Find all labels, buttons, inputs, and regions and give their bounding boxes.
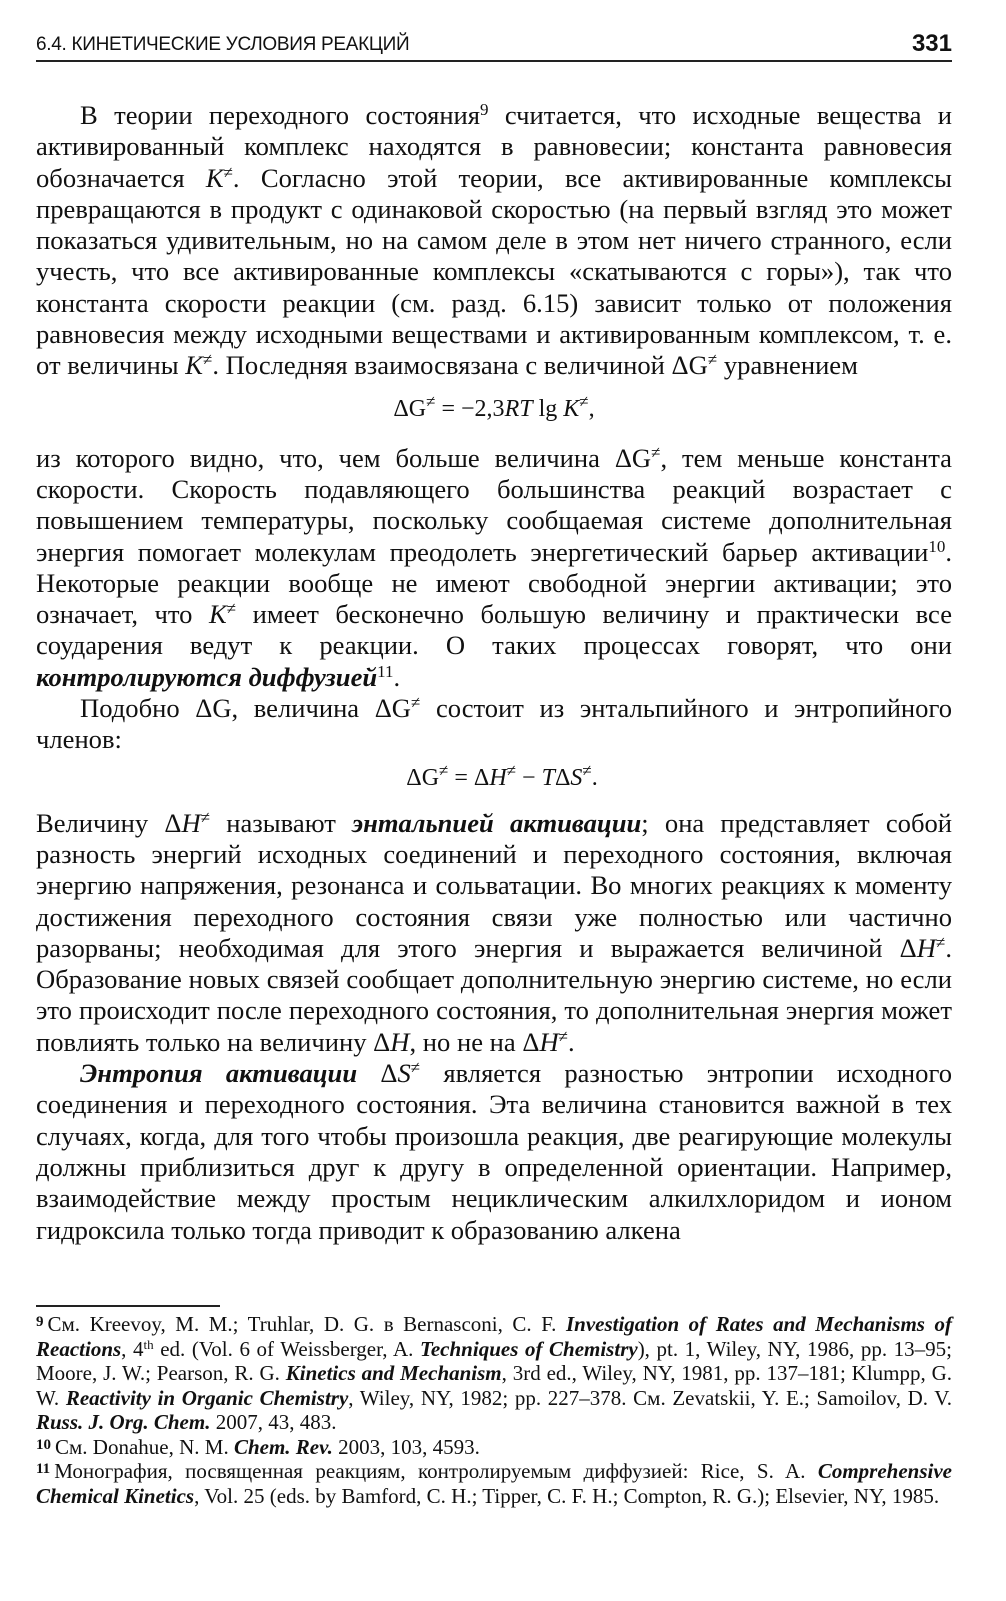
emphasis-term: контролируются диффузией	[36, 661, 378, 692]
text-run: , Vol. 25 (eds. by Bamford, C. H.; Tipper, C. F. H.; Compton, R. G.); Elsevier, NY, 1985.	[194, 1483, 940, 1508]
citation-title: Investigation of Rates and Mechanisms of Reactions	[36, 1312, 952, 1361]
text-run: Монография, посвященная реакциям, контролируемым диффузией: Rice, S. A.	[54, 1459, 818, 1483]
citation-title: Kinetics and Mechanism	[285, 1361, 502, 1385]
eq-term: T	[541, 764, 555, 791]
neq-symbol: ≠	[707, 350, 718, 370]
symbol-h: H	[181, 807, 201, 838]
text-run: , Wiley, NY, 1982; pp. 227–378. См. Zevatskii, Y. E.; Samoilov, D. V.	[348, 1385, 952, 1410]
text-run: . Некоторые реакции вообще не имеют свободной энергии активации; это означает, что	[36, 536, 952, 630]
text-run: имеет бесконечно большую величину и практически все соударения ведут к реакции. О таких процессах говорят, что они	[36, 599, 952, 661]
neq-symbol: ≠	[936, 932, 946, 952]
eq-term: ΔG	[393, 395, 427, 422]
symbol-delta-g: ΔG	[671, 350, 708, 381]
neq-symbol: ≠	[651, 442, 661, 462]
eq-term: = −2,3	[435, 395, 505, 422]
running-header	[36, 30, 952, 62]
text-run: уравнением	[717, 350, 858, 381]
eq-term: S	[570, 764, 583, 791]
eq-term: lg	[532, 395, 564, 422]
symbol-delta-g: ΔG	[374, 693, 412, 724]
symbol-s: S	[397, 1058, 411, 1089]
footnotes	[36, 1312, 952, 1508]
text-run: , 4	[121, 1336, 144, 1361]
text-run: См. Kreevoy, M. M.; Truhlar, D. G. в Bernasconi, C. F.	[47, 1312, 566, 1336]
text-run: . Последняя взаимосвязана с величиной	[212, 350, 672, 381]
symbol-h: H	[390, 1026, 410, 1057]
paragraph-enthalpy-entropy	[36, 693, 952, 756]
text-run: .	[568, 1026, 575, 1057]
text-run: 2007, 43, 483.	[210, 1410, 337, 1434]
symbol-h: H	[916, 932, 936, 963]
symbol-h: H	[539, 1026, 559, 1057]
footnote-number: 9	[36, 1314, 44, 1330]
footnote-divider	[36, 1305, 220, 1307]
text-run: из которого видно, что, чем больше величина	[36, 442, 615, 473]
neq-symbol: ≠	[223, 162, 233, 182]
footnote-ref-11[interactable]: 11	[377, 661, 394, 681]
text-run: См. Donahue, N. M.	[55, 1434, 234, 1459]
eq-term: = Δ	[448, 764, 490, 791]
footnote-ref-10[interactable]: 10	[928, 536, 946, 556]
section-title: 6.4. КИНЕТИЧЕСКИЕ УСЛОВИЯ РЕАКЦИЙ	[36, 34, 410, 55]
text-run: ), pt. 1, Wiley, NY, 1986, pp. 13–95; Moore, J. W.; Pearson, R. G.	[36, 1336, 952, 1385]
symbol-k: K	[208, 599, 227, 630]
neq-symbol: ≠	[426, 391, 436, 411]
eq-term: H	[489, 764, 507, 791]
main-text	[36, 100, 952, 1246]
citation-title: Russ. J. Org. Chem.	[36, 1410, 211, 1434]
citation-title: Techniques of Chemistry	[419, 1336, 638, 1361]
text-run: Величину Δ	[36, 807, 182, 838]
neq-symbol: ≠	[582, 760, 592, 780]
eq-term: RT	[504, 395, 533, 422]
citation-title: Comprehensive Chemical Kinetics	[36, 1459, 952, 1508]
neq-symbol: ≠	[506, 760, 517, 780]
symbol-delta-g: ΔG	[614, 442, 652, 473]
text-run: , 3rd ed., Wiley, NY, 1981, pp. 137–181; Klumpp, G. W.	[36, 1361, 952, 1410]
text-run: , тем меньше константа скорости. Скорость подавляющего большинства реакций возрастает с повышением температуры, поскольку сообщаемая системе дополнительная энергия помогает молекулам преодолеть энергетический барьер активации	[36, 442, 952, 567]
neq-symbol: ≠	[203, 350, 213, 370]
citation-title: Reactivity in Organic Chemistry	[65, 1385, 349, 1410]
footnote-9	[36, 1312, 952, 1435]
text-run: Подобно	[80, 693, 196, 724]
text-run: . Согласно этой теории, все активированные комплексы превращаются в продукт с одинаковой скоростью (на первый взгляд это может показаться удивительным, но на самом деле в этом нет ничего странного, если учесть, что все активированные комплексы «скатываются с горы»), так что константа скорости реакции (см. разд. 6.15) зависит только от положения равновесия между исходными веществами и активированным комплексом, т. е. от величины	[36, 162, 952, 381]
text-run: называют	[210, 807, 353, 838]
text-run: ; она представляет собой разность энергий исходных соединений и переходного состояния, включая энергию напряжения, резонанса и сольватации. Во многих реакциях к моменту достижения переходного состояния связи уже полностью или частично разорваны; необходимая для этого энергия и выражается величиной Δ	[36, 807, 953, 963]
footnote-10	[36, 1435, 952, 1460]
paragraph-activation-entropy	[36, 1058, 952, 1246]
text-run: . Образование новых связей сообщает дополнительную энергию системе, но если это происходит после переходного состояния, то дополнительная энергия может повлиять только на величину Δ	[36, 932, 952, 1057]
footnote-number: 11	[36, 1461, 51, 1477]
text-run: , но не на Δ	[409, 1026, 540, 1057]
emphasis-term: энтальпией активации	[352, 807, 642, 838]
text-run: .	[393, 661, 401, 692]
emphasis-term: Энтропия активации	[80, 1058, 358, 1089]
text-run: состоит из энтальпийного и энтропийного членов:	[36, 693, 952, 755]
symbol-k: K	[185, 350, 204, 381]
neq-symbol: ≠	[579, 391, 589, 411]
neq-symbol: ≠	[439, 760, 449, 780]
page-number: 331	[911, 30, 952, 57]
symbol-k: K	[205, 162, 224, 193]
neq-symbol: ≠	[200, 807, 211, 827]
eq-term: ΔG	[406, 764, 440, 791]
eq-term: .	[591, 764, 598, 791]
text-run: , величина	[231, 693, 375, 724]
symbol-delta-g: ΔG	[195, 693, 232, 724]
text-run: th	[143, 1336, 154, 1352]
eq-term: ,	[588, 395, 595, 422]
neq-symbol: ≠	[558, 1026, 569, 1046]
neq-symbol: ≠	[226, 599, 237, 619]
text-run: 2003, 103, 4593.	[332, 1434, 480, 1459]
text-run: является разностью энтропии исходного соединения и переходного состояния. Эта величина становится важной в тех случаях, когда, для того чтобы произошла реакция, две реагирующие молекулы должны приблизиться друг к другу в определенной ориентации. Например, взаимодействие между простым нециклическим алкилхлоридом и ионом гидроксила только тогда приводит к образованию алкена	[36, 1058, 952, 1245]
eq-term: Δ	[554, 764, 571, 791]
footnote-ref-9[interactable]: 9	[480, 100, 489, 119]
eq-term: K	[563, 395, 580, 422]
neq-symbol: ≠	[411, 693, 421, 713]
equation-delta-g	[36, 393, 952, 425]
equation-gibbs	[36, 762, 952, 794]
text-run: считается, что исходные вещества и активированный комплекс находятся в равновесии; константа равновесия обозначается	[36, 100, 952, 193]
neq-symbol: ≠	[410, 1058, 421, 1078]
text-run: Δ	[357, 1058, 398, 1089]
citation-title: Chem. Rev.	[233, 1434, 333, 1459]
footnote-number: 10	[36, 1436, 51, 1453]
text-run: ed. (Vol. 6 of Weissberger, A.	[153, 1336, 420, 1361]
paragraph-rate-constant	[36, 443, 952, 693]
text-run: В теории переходного состояния	[80, 100, 481, 130]
paragraph-transition-state-theory	[36, 100, 952, 382]
eq-term: −	[516, 764, 542, 791]
paragraph-activation-enthalpy	[36, 808, 952, 1058]
footnote-11	[36, 1459, 952, 1508]
